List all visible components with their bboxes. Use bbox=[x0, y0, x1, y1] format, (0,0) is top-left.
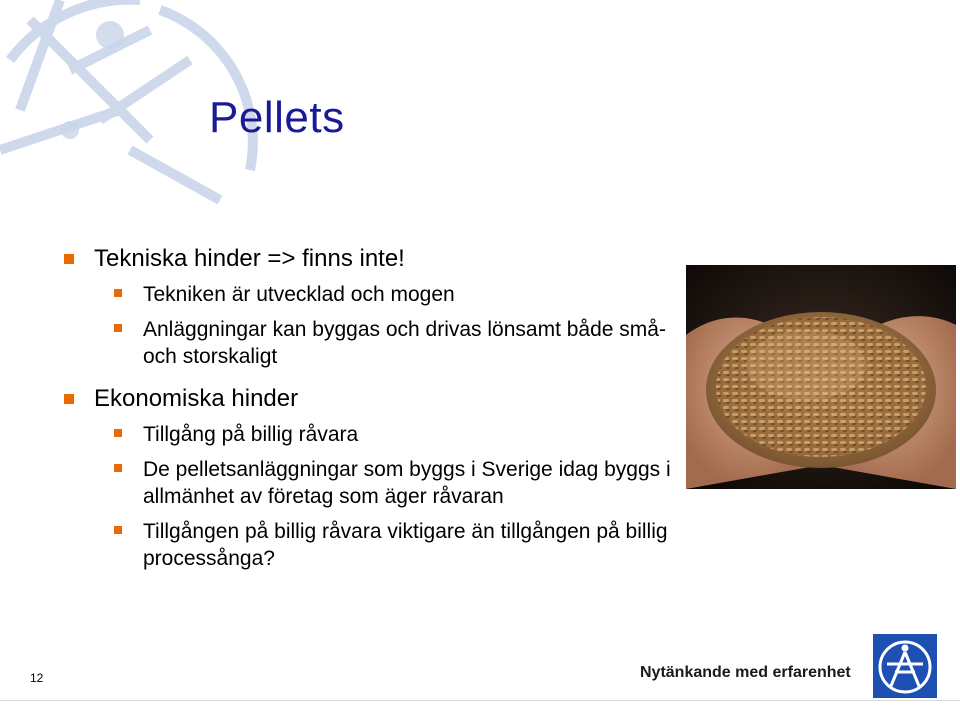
footer-tagline: Nytänkande med erfarenhet bbox=[640, 664, 851, 681]
sub-bullet-text: De pelletsanläggningar som byggs i Sverige idag byggs i allmänhet av företag som äger råvaran bbox=[143, 458, 671, 508]
sub-bullet bbox=[64, 421, 704, 448]
slide-title: Pellets bbox=[209, 93, 345, 142]
page-number: 12 bbox=[30, 671, 44, 685]
sub-bullet-text: Anläggningar kan byggas och drivas lönsamt både små- och storskaligt bbox=[143, 318, 666, 368]
sub-bullet bbox=[64, 281, 704, 308]
sub-bullet-marker bbox=[114, 464, 122, 472]
sub-bullet-marker bbox=[114, 289, 122, 297]
bullet-economic bbox=[64, 384, 704, 413]
bullet-list bbox=[64, 244, 704, 572]
sub-bullet-marker bbox=[114, 526, 122, 534]
bullet-marker bbox=[64, 394, 74, 404]
hands-holding-pellets-photo bbox=[686, 265, 956, 489]
bullet-text: Ekonomiska hinder bbox=[94, 385, 299, 412]
footer-divider bbox=[0, 700, 960, 701]
sub-bullet bbox=[64, 316, 704, 370]
sub-bullet bbox=[64, 456, 704, 510]
bullet-technical bbox=[64, 244, 704, 273]
bullet-text: Tekniska hinder => finns inte! bbox=[94, 245, 405, 272]
sub-bullet-marker bbox=[114, 429, 122, 437]
sub-bullet-text: Tillgång på billig råvara bbox=[143, 423, 359, 446]
sub-bullet-marker bbox=[114, 324, 122, 332]
bullet-marker bbox=[64, 254, 74, 264]
sub-bullet bbox=[64, 518, 704, 572]
university-emblem-icon bbox=[873, 634, 937, 698]
sub-bullet-text: Tillgången på billig råvara viktigare än tillgången på billig processånga? bbox=[143, 520, 668, 570]
sub-bullet-text: Tekniken är utvecklad och mogen bbox=[143, 283, 455, 306]
